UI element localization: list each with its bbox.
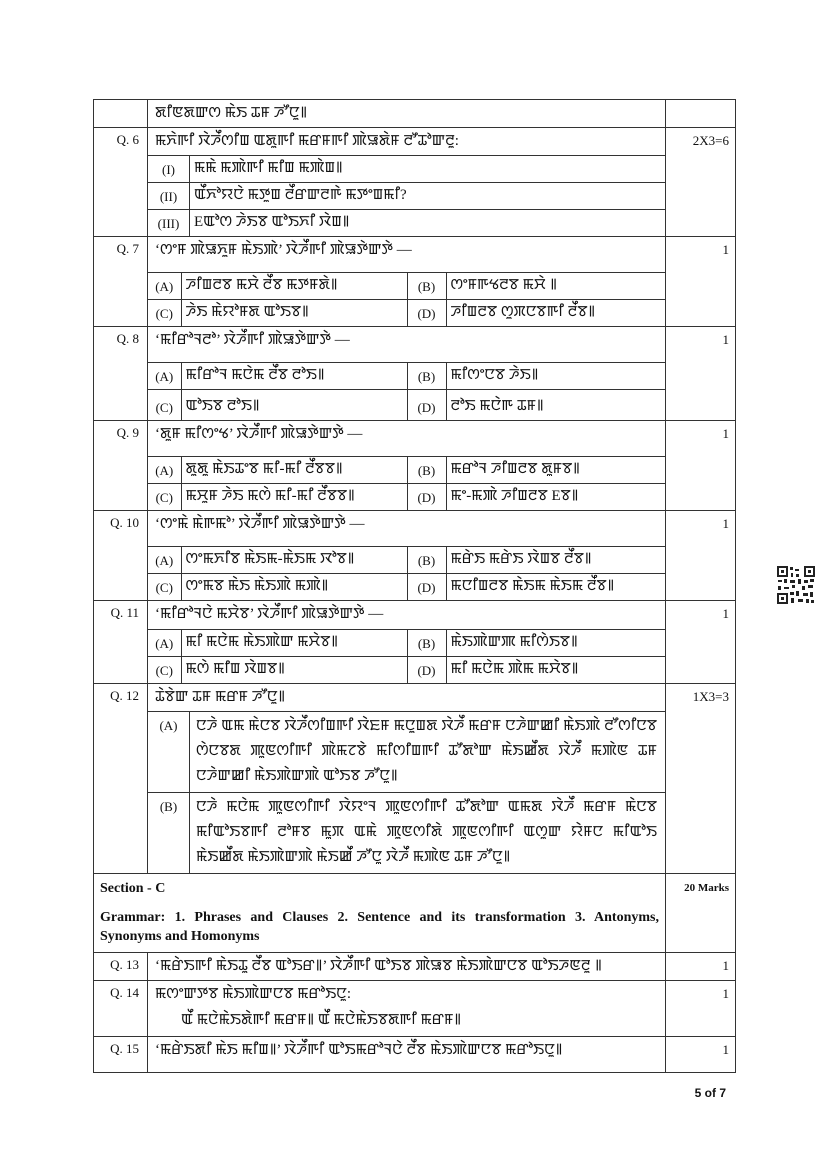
question-9: Q. 9 ‘ꯗꯨꯝ ꯃꯤꯁꯦꯠ’ ꯋꯥꯍꯩꯒꯤ ꯄꯥꯎꯇꯥꯛꯇꯥ — (A) ꯗꯨꯗꯨ ꯃꯥꯏꯊꯦꯕ ꯃꯤ-ꯃꯤ ꯂꯩꯕꯕ꯫ (B) ꯃꯔꯣꯜ ꯍꯤꯡꯂꯕ ꯗꯨꯝꯕ꯫ (C) ꯃꯆꯨꯝ ꯍꯥꯏ ꯃꯁꯥ ꯃꯤ-ꯃꯤ ꯂꯩꯕꯕ꯫ (D) ꯃꯦ-ꯃꯄꯥ ꯍꯤꯡꯂꯕ Eꯕ꯫ 1	[94, 421, 736, 511]
question-7: Q. 7 ‘ꯁꯦꯝ ꯄꯥꯎꯈꯨꯝ ꯃꯥꯏꯄꯥ’ ꯋꯥꯍꯩꯒꯤ ꯄꯥꯎꯇꯥꯛꯇꯥ — (A) ꯍꯤꯡꯂꯕ ꯃꯆꯥ ꯂꯩꯕ ꯃꯇꯝꯗꯥ꯫ (B) ꯁꯦꯝꯒꯠꯂꯕ ꯃꯆꯥ ꯫ (C) ꯍꯥꯏ ꯃꯥꯌꯣꯝꯗ ꯑꯣꯏꯕ꯫ (D) ꯍꯤꯡꯂꯕ ꯁꯨꯞꯅꯕꯒꯤ ꯂꯩꯕ꯫ 1	[94, 237, 736, 327]
option-text: ꯁꯦꯃꯈꯤꯕ ꯃꯥꯏꯃ-ꯃꯥꯏꯃ ꯋꯣꯕ꯫	[181, 547, 407, 574]
question-number: Q. 10	[94, 511, 148, 601]
question-14	[94, 981, 736, 1037]
question-marks: 1	[666, 327, 736, 421]
question-number: Q. 8	[94, 327, 148, 421]
question-10: Q. 10 ‘ꯁꯦꯃꯥ ꯃꯥꯒꯃꯣ’ ꯋꯥꯍꯩꯒꯤ ꯄꯥꯎꯇꯥꯛꯇꯥ — (A) ꯁꯦꯃꯈꯤꯕ ꯃꯥꯏꯃ-ꯃꯥꯏꯃ ꯋꯣꯕ꯫ (B) ꯃꯔꯥꯏ ꯃꯔꯥꯏ ꯋꯥꯡꯕ ꯂꯩꯕ꯫ (C) ꯁꯦꯃꯕ ꯃꯥꯏ ꯃꯥꯏꯄꯥ ꯃꯄꯥ꯫ (D) ꯃꯅꯤꯡꯂꯕ ꯃꯥꯏꯃ ꯃꯥꯏꯃ ꯂꯩꯕ꯫ 1	[94, 511, 736, 601]
question-table	[93, 99, 736, 1073]
question-stem: ‘ꯃꯔꯥꯏꯒꯤ ꯃꯥꯏꯊꯨ ꯂꯩꯕ ꯑꯣꯏꯔ꯫’ ꯋꯥꯍꯩꯒꯤ ꯑꯣꯏꯕ ꯄꯥꯎꯕ ꯃꯥꯏꯄꯥꯛꯅꯕ ꯑꯣꯏꯍꯟꯂꯨ ꯫	[155, 958, 602, 974]
question-stem: ‘ꯁꯦꯃꯥ ꯃꯥꯒꯃꯣ’ ꯋꯥꯍꯩꯒꯤ ꯄꯥꯎꯇꯥꯛꯇꯥ —	[155, 516, 365, 532]
question-number: Q. 6	[94, 128, 148, 237]
option-text: ꯃꯤꯁꯦꯅꯕ ꯍꯥꯏ꯫	[446, 363, 665, 390]
option-text: ꯃꯔꯣꯜ ꯍꯤꯡꯂꯕ ꯗꯨꯝꯕ꯫	[446, 457, 665, 484]
option-text: ꯃꯦ-ꯃꯄꯥ ꯍꯤꯡꯂꯕ Eꯕ꯫	[446, 484, 665, 511]
question-marks: 1	[666, 511, 736, 601]
question-number: Q. 14	[94, 981, 148, 1037]
question-12: Q. 12 ꯊꯥꯕꯥꯛ ꯊꯝ ꯃꯔꯝ ꯍꯧꯅꯨ꯫ (A) ꯅꯍꯥ ꯑꯃ ꯃꯥꯅꯕ ꯋꯥꯍꯩꯁꯤꯡꯒꯤ ꯋꯥꯐꯝ ꯃꯅꯨꯡꯗ ꯋꯥꯍꯩ ꯃꯔꯝ ꯅꯍꯥꯛꯀꯤ ꯃꯥꯏꯄꯥ ꯂꯧꯁꯤꯅꯕ ꯁꯥꯅꯕꯗ ꯄꯨꯟꯁꯤꯒꯤ ꯄꯥꯃꯖꯕꯥ ꯃꯤꯁꯤꯡꯒꯤ ꯊꯧꯗꯣꯛ ꯃꯥꯏꯀꯩꯗ ꯋꯥꯍꯩ ꯃꯄꯥꯟ ꯊꯝ ꯅꯍꯥꯛꯀꯤ ꯃꯥꯏꯄꯥꯛꯄꯥ ꯑꯣꯏꯕ ꯍꯧꯅꯨ꯫ (B) ꯅꯍꯥ ꯃꯅꯥꯃ ꯄꯨꯟꯁꯤꯒꯤ ꯋꯥꯌꯦꯜ ꯄꯨꯟꯁꯤꯒꯤ ꯊꯧꯗꯣꯛ ꯑꯃꯗ ꯋꯥꯍꯩ ꯃꯔꯝ ꯃꯥꯅꯕ ꯃꯤꯑꯣꯏꯕꯒꯤ ꯂꯣꯝꯕ ꯃꯨꯞ ꯑꯃꯥ ꯄꯨꯟꯁꯤꯗꯥ ꯄꯨꯟꯁꯤꯒꯤ ꯑꯁꯨꯛ ꯌꯥꯝꯅ ꯃꯤꯑꯣꯏ ꯃꯥꯏꯀꯩꯗ ꯃꯥꯏꯄꯥꯛꯄꯥ ꯃꯥꯏꯀꯩ ꯍꯧꯅꯨ ꯋꯥꯍꯩ ꯃꯄꯥꯟ ꯊꯝ ꯍꯧꯅꯨ꯫ 1X3=3	[94, 684, 736, 874]
question-number: Q. 15	[94, 1037, 148, 1073]
question-8: Q. 8 ‘ꯃꯤꯔꯣꯜꯂꯣ’ ꯋꯥꯍꯩꯒꯤ ꯄꯥꯎꯇꯥꯛꯇꯥ — (A) ꯃꯤꯔꯣꯜ ꯃꯅꯥꯃ ꯂꯩꯕ ꯂꯣꯏ꯫ (B) ꯃꯤꯁꯦꯅꯕ ꯍꯥꯏ꯫ (C) ꯑꯣꯏꯕ ꯂꯣꯏ꯫ (D) ꯂꯣꯏ ꯃꯅꯥꯒ ꯊꯝ꯫ 1	[94, 327, 736, 421]
option-text: ꯃꯥꯏꯄꯥꯛꯄ ꯃꯤꯁꯥꯏꯕ꯫	[446, 630, 665, 657]
question-13	[94, 953, 736, 981]
option-text: ꯃꯤ ꯃꯅꯥꯃ ꯄꯥꯃ ꯃꯆꯥꯕ꯫	[446, 657, 665, 684]
question-number: Q. 13	[94, 953, 148, 981]
option-text: ꯃꯤꯔꯣꯜ ꯃꯅꯥꯃ ꯂꯩꯕ ꯂꯣꯏ꯫	[181, 363, 407, 390]
question-marks: 1	[666, 981, 736, 1037]
question-marks: 1	[666, 1037, 736, 1073]
question-stem: ‘ꯃꯤꯔꯣꯜꯂꯣ’ ꯋꯥꯍꯩꯒꯤ ꯄꯥꯎꯇꯥꯛꯇꯥ —	[155, 332, 350, 348]
question-number: Q. 9	[94, 421, 148, 511]
list-item: (III) Eꯑꯣꯁ ꯍꯥꯏꯕ ꯑꯣꯏꯈꯤ ꯋꯥꯡ꯫	[148, 210, 665, 237]
question-stem: ‘ꯃꯔꯥꯏꯗꯤ ꯃꯥꯏ ꯃꯤꯡ꯫’ ꯋꯥꯍꯩꯒꯤ ꯑꯣꯏꯃꯔꯣꯜꯅꯥ ꯂꯩꯕ ꯃꯥꯏꯄꯥꯛꯅꯕ ꯃꯔꯣꯏꯅꯨ꯫	[155, 1042, 563, 1058]
option-text: ꯍꯤꯡꯂꯕ ꯃꯆꯥ ꯂꯩꯕ ꯃꯇꯝꯗꯥ꯫	[181, 273, 407, 300]
question-marks: 1	[666, 953, 736, 981]
option-text: ꯃꯔꯥꯏ ꯃꯔꯥꯏ ꯋꯥꯡꯕ ꯂꯩꯕ꯫	[446, 547, 665, 574]
question-stem: ‘ꯁꯦꯝ ꯄꯥꯎꯈꯨꯝ ꯃꯥꯏꯄꯥ’ ꯋꯥꯍꯩꯒꯤ ꯄꯥꯎꯇꯥꯛꯇꯥ —	[155, 242, 412, 258]
section-topics: Grammar: 1. Phrases and Clauses 2. Sentence and its transformation 3. Antonyms, Synonyms and Homonyms	[100, 910, 659, 944]
question-stem: ‘ꯃꯤꯔꯣꯜꯅꯥ ꯃꯆꯥꯕ’ ꯋꯥꯍꯩꯒꯤ ꯄꯥꯎꯇꯥꯛꯇꯥ —	[155, 606, 384, 622]
question-marks: 1	[666, 421, 736, 511]
option-text: ꯁꯦꯃꯕ ꯃꯥꯏ ꯃꯥꯏꯄꯥ ꯃꯄꯥ꯫	[181, 574, 407, 601]
question-11: Q. 11 ‘ꯃꯤꯔꯣꯜꯅꯥ ꯃꯆꯥꯕ’ ꯋꯥꯍꯩꯒꯤ ꯄꯥꯎꯇꯥꯛꯇꯥ — (A) ꯃꯤ ꯃꯅꯥꯃ ꯃꯥꯏꯄꯥꯛ ꯃꯆꯥꯕ꯫ (B) ꯃꯥꯏꯄꯥꯛꯄ ꯃꯤꯁꯥꯏꯕ꯫ (C) ꯃꯁꯥ ꯃꯤꯡ ꯋꯥꯡꯕ꯫ (D) ꯃꯤ ꯃꯅꯥꯃ ꯄꯥꯃ ꯃꯆꯥꯕ꯫ 1	[94, 601, 736, 684]
qr-code-icon	[776, 565, 816, 605]
option-text: ꯍꯥꯏ ꯃꯥꯌꯣꯝꯗ ꯑꯣꯏꯕ꯫	[181, 300, 407, 327]
option-text: ꯃꯅꯤꯡꯂꯕ ꯃꯥꯏꯃ ꯃꯥꯏꯃ ꯂꯩꯕ꯫	[446, 574, 665, 601]
question-15	[94, 1037, 736, 1073]
table-row	[94, 100, 736, 128]
option-text: ꯍꯤꯡꯂꯕ ꯁꯨꯞꯅꯕꯒꯤ ꯂꯩꯕ꯫	[446, 300, 665, 327]
option-text: ꯂꯣꯏ ꯃꯅꯥꯒ ꯊꯝ꯫	[446, 390, 665, 421]
section-c	[94, 874, 736, 953]
option-text: ꯃꯆꯨꯝ ꯍꯥꯏ ꯃꯁꯥ ꯃꯤ-ꯃꯤ ꯂꯩꯕꯕ꯫	[181, 484, 407, 511]
section-title: Section - C	[100, 881, 166, 896]
question-marks: 1	[666, 601, 736, 684]
option-text: ꯁꯦꯝꯒꯠꯂꯕ ꯃꯆꯥ ꯫	[446, 273, 665, 300]
option-text: ꯑꯣꯏꯕ ꯂꯣꯏ꯫	[181, 390, 407, 421]
question-marks: 2X3=6	[666, 128, 736, 237]
question-number: Q. 7	[94, 237, 148, 327]
page-number: 5 of 7	[694, 1086, 726, 1100]
question-6	[94, 128, 736, 237]
continued-text: ꯗꯤꯟꯗꯛꯁ ꯃꯥꯏ ꯊꯝ ꯍꯧꯅꯨ꯫	[155, 105, 308, 121]
option-text: ꯃꯤ ꯃꯅꯥꯃ ꯃꯥꯏꯄꯥꯛ ꯃꯆꯥꯕ꯫	[181, 630, 407, 657]
section-marks: 20 Marks	[684, 882, 729, 894]
question-sub: ꯑꯩ ꯃꯅꯥꯃꯥꯏꯗꯥꯒꯤ ꯃꯔꯝ꯫ ꯑꯩ ꯃꯅꯥꯃꯥꯏꯕꯗꯒꯤ ꯃꯔꯝ꯫	[181, 1012, 462, 1028]
question-marks: 1	[666, 237, 736, 327]
list-item: (I) ꯃꯃꯥ ꯃꯄꯥꯒꯤ ꯃꯤꯡ ꯃꯄꯥꯡ꯫	[148, 156, 665, 183]
passage-text: ꯅꯍꯥ ꯃꯅꯥꯃ ꯄꯨꯟꯁꯤꯒꯤ ꯋꯥꯌꯦꯜ ꯄꯨꯟꯁꯤꯒꯤ ꯊꯧꯗꯣꯛ ꯑꯃꯗ ꯋꯥꯍꯩ ꯃꯔꯝ ꯃꯥꯅꯕ ꯃꯤꯑꯣꯏꯕꯒꯤ ꯂꯣꯝꯕ ꯃꯨꯞ ꯑꯃꯥ ꯄꯨꯟꯁꯤꯗꯥ ꯄꯨꯟꯁꯤꯒꯤ ꯑꯁꯨꯛ ꯌꯥꯝꯅ ꯃꯤꯑꯣꯏ ꯃꯥꯏꯀꯩꯗ ꯃꯥꯏꯄꯥꯛꯄꯥ ꯃꯥꯏꯀꯩ ꯍꯧꯅꯨ ꯋꯥꯍꯩ ꯃꯄꯥꯟ ꯊꯝ ꯍꯧꯅꯨ꯫	[190, 793, 666, 874]
passage-text: ꯅꯍꯥ ꯑꯃ ꯃꯥꯅꯕ ꯋꯥꯍꯩꯁꯤꯡꯒꯤ ꯋꯥꯐꯝ ꯃꯅꯨꯡꯗ ꯋꯥꯍꯩ ꯃꯔꯝ ꯅꯍꯥꯛꯀꯤ ꯃꯥꯏꯄꯥ ꯂꯧꯁꯤꯅꯕ ꯁꯥꯅꯕꯗ ꯄꯨꯟꯁꯤꯒꯤ ꯄꯥꯃꯖꯕꯥ ꯃꯤꯁꯤꯡꯒꯤ ꯊꯧꯗꯣꯛ ꯃꯥꯏꯀꯩꯗ ꯋꯥꯍꯩ ꯃꯄꯥꯟ ꯊꯝ ꯅꯍꯥꯛꯀꯤ ꯃꯥꯏꯄꯥꯛꯄꯥ ꯑꯣꯏꯕ ꯍꯧꯅꯨ꯫	[190, 712, 666, 793]
question-number: Q. 11	[94, 601, 148, 684]
question-stem: ꯃꯁꯦꯛꯇꯕ ꯃꯥꯏꯄꯥꯛꯅꯕ ꯃꯔꯣꯏꯅꯨ:	[155, 986, 351, 1002]
option-text: ꯗꯨꯗꯨ ꯃꯥꯏꯊꯦꯕ ꯃꯤ-ꯃꯤ ꯂꯩꯕꯕ꯫	[181, 457, 407, 484]
question-number: Q. 12	[94, 684, 148, 874]
list-item: (II) ꯑꯩꯈꯣꯌꯅꯥ ꯃꯇꯨꯡ ꯂꯩꯔꯛꯂꯒꯥ ꯃꯇꯦꯡꯃꯤ?	[148, 183, 665, 210]
option-text: ꯃꯁꯥ ꯃꯤꯡ ꯋꯥꯡꯕ꯫	[181, 657, 407, 684]
question-stem: ꯊꯥꯕꯥꯛ ꯊꯝ ꯃꯔꯝ ꯍꯧꯅꯨ꯫	[155, 689, 286, 705]
question-marks: 1X3=3	[666, 684, 736, 874]
question-stem: ‘ꯗꯨꯝ ꯃꯤꯁꯦꯠ’ ꯋꯥꯍꯩꯒꯤ ꯄꯥꯎꯇꯥꯛꯇꯥ —	[155, 426, 363, 442]
question-stem: ꯃꯈꯥꯒꯤ ꯋꯥꯍꯩꯁꯤꯡ ꯑꯗꯨꯒꯤ ꯃꯔꯝꯒꯤ ꯄꯥꯎꯗꯥꯝ ꯂꯧꯊꯣꯛꯂꯨ:	[155, 133, 459, 149]
